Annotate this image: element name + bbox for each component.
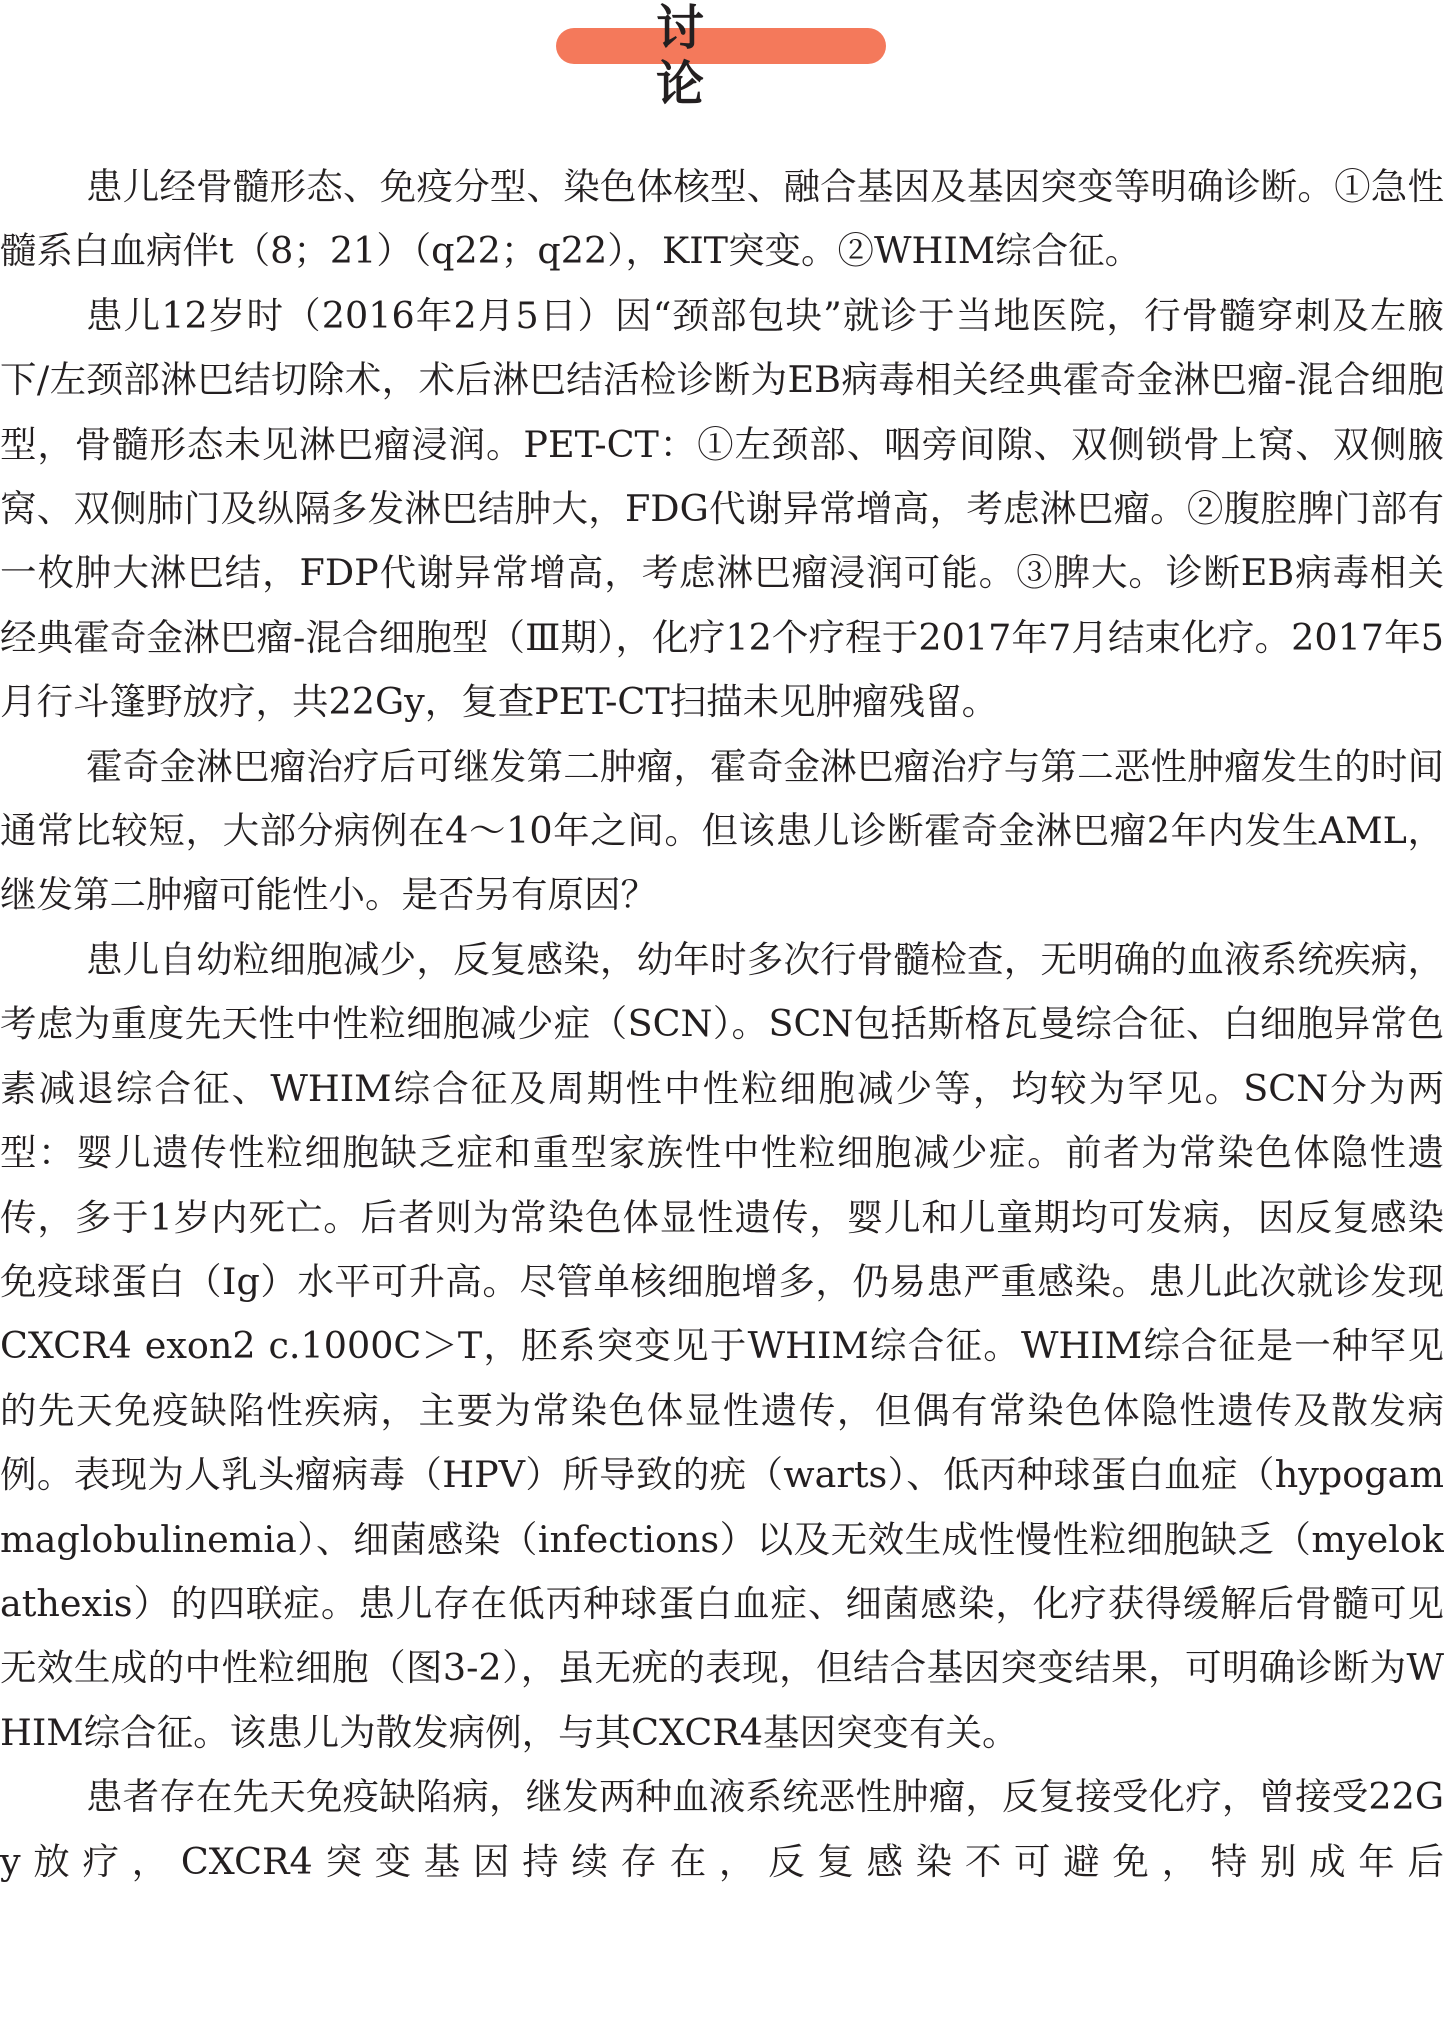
- section-title: 讨 论: [656, 0, 805, 112]
- discussion-body: [0, 155, 1444, 1894]
- paragraph-second-tumor: 霍奇金淋巴瘤治疗后可继发第二肿瘤，霍奇金淋巴瘤治疗与第二恶性肿瘤发生的时间通常比较短，大部分病例在4～10年之间。但该患儿诊断霍奇金淋巴瘤2年内发生AML，继发第二肿瘤可能性小。是否另有原因？: [0, 744, 1444, 917]
- paragraph-history: 患儿12岁时（2016年2月5日）因“颈部包块”就诊于当地医院，行骨髓穿刺及左腋下/左颈部淋巴结切除术，术后淋巴结活检诊断为EB病毒相关经典霍奇金淋巴瘤-混合细胞型，骨髓形态未见淋巴瘤浸润。PET-CT：①左颈部、咽旁间隙、双侧锁骨上窝、双侧腋窝、双侧肺门及纵隔多发淋巴结肿大，FDG代谢异常增高，考虑淋巴瘤。②腹腔脾门部有一枚肿大淋巴结，FDP代谢异常增高，考虑淋巴瘤浸润可能。③脾大。诊断EB病毒相关经典霍奇金淋巴瘤-混合细胞型（Ⅲ期），化疗12个疗程于2017年7月结束化疗。2017年5月行斗篷野放疗，共22Gy，复查PET-CT扫描未见肿瘤残留。: [0, 293, 1444, 724]
- paragraph-diagnosis: 患儿经骨髓形态、免疫分型、染色体核型、融合基因及基因突变等明确诊断。①急性髓系白血病伴t（8；21）（q22；q22），KIT突变。②WHIM综合征。: [0, 165, 1444, 273]
- paragraph-scn-whim: 患儿自幼粒细胞减少，反复感染，幼年时多次行骨髓检查，无明确的血液系统疾病，考虑为重度先天性中性粒细胞减少症（SCN）。SCN包括斯格瓦曼综合征、白细胞异常色素减退综合征、WHIM综合征及周期性中性粒细胞减少等，均较为罕见。SCN分为两型：婴儿遗传性粒细胞缺乏症和重型家族性中性粒细胞减少症。前者为常染色体隐性遗传，多于1岁内死亡。后者则为常染色体显性遗传，婴儿和儿童期均可发病，因反复感染免疫球蛋白（Ig）水平可升高。尽管单核细胞增多，仍易患严重感染。患儿此次就诊发现CXCR4 exon2 c.1000C＞T，胚系突变见于WHIM综合征。WHIM综合征是一种罕见的先天免疫缺陷性疾病，主要为常染色体显性遗传，但偶有常染色体隐性遗传及散发病例。表现为人乳头瘤病毒（HPV）所导致的疣（warts）、低丙种球蛋白血症（hypogammaglobulinemia）、细菌感染（infections）以及无效生成性慢性粒细胞缺乏（myelokathexis）的四联症。患儿存在低丙种球蛋白血症、细菌感染，化疗获得缓解后骨髓可见无效生成的中性粒细胞（图3-2），虽无疣的表现，但结合基因突变结果，可明确诊断为WHIM综合征。该患儿为散发病例，与其CXCR4基因突变有关。: [0, 937, 1444, 1754]
- paragraph-summary: 患者存在先天免疫缺陷病，继发两种血液系统恶性肿瘤，反复接受化疗，曾接受22Gy放疗，CXCR4突变基因持续存在，反复感染不可避免，特别成年后: [0, 1775, 1444, 1883]
